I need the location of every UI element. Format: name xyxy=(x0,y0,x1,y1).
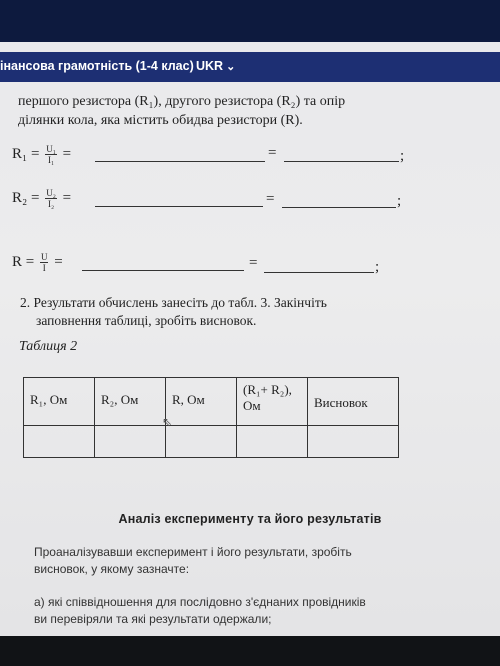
fraction-denominator: I xyxy=(42,263,46,273)
answer-line[interactable] xyxy=(284,161,399,162)
table-header-row xyxy=(24,378,399,426)
fraction-numerator: U xyxy=(40,252,48,262)
table-cell-empty[interactable] xyxy=(166,426,237,458)
formula-r2 xyxy=(12,188,71,209)
intro-line-1: першого резистора (R₁), другого резистора (R₂) та опір xyxy=(18,94,346,109)
photo-bottom-background xyxy=(0,636,500,666)
formula-r2-fraction xyxy=(45,188,57,209)
intro-line-2: ділянки кола, яка містить обидва резистори (R). xyxy=(18,113,303,128)
fraction-numerator: U₂ xyxy=(46,188,56,198)
equals-sign: = xyxy=(62,189,72,206)
semicolon: ; xyxy=(400,148,405,164)
photo-top-background xyxy=(0,0,500,42)
analysis-p1-line-1: Проаналізувавши експеримент і його результати, зробіть xyxy=(34,545,352,559)
answer-line[interactable] xyxy=(264,272,374,273)
answer-line[interactable] xyxy=(95,206,263,207)
header-r: R, Ом xyxy=(166,378,237,426)
formula-r1 xyxy=(12,144,71,165)
semicolon: ; xyxy=(397,193,402,209)
formula-r xyxy=(12,252,63,273)
table-cell-empty[interactable] xyxy=(24,426,95,458)
table-row xyxy=(24,426,399,458)
header-r1: R₁, Ом xyxy=(24,378,95,426)
table-cell-empty[interactable] xyxy=(308,426,399,458)
header-conclusion: Висновок xyxy=(308,378,399,426)
task2-line-1: 2. Результати обчислень занесіть до табл. 3. Закінчіть xyxy=(20,295,327,310)
table-caption: Таблиця 2 xyxy=(19,339,78,354)
answer-line[interactable] xyxy=(95,161,265,162)
table-cell-empty[interactable] xyxy=(237,426,308,458)
equals-sign: = xyxy=(249,255,258,271)
task2-line-2: заповнення таблиці, зробіть висновок. xyxy=(36,313,257,328)
header-r1-plus-r2: (R₁+ R₂), Ом xyxy=(237,378,308,426)
analysis-a-line-1: а) які співвідношення для послідовно з'єднаних провідників xyxy=(34,595,366,609)
course-title-link[interactable]: інансова грамотність (1-4 клас) xyxy=(0,59,194,73)
analysis-a-line-2: ви перевіряли та які результати одержали; xyxy=(34,612,272,626)
fraction-denominator: I₁ xyxy=(47,155,55,165)
equals-sign: = xyxy=(62,145,72,162)
analysis-p1-line-2: висновок, у якому зазначте: xyxy=(34,562,190,576)
language-selector[interactable] xyxy=(196,59,235,73)
formula-r1-fraction xyxy=(45,144,57,165)
language-label: UKR xyxy=(196,59,224,73)
equals-sign: = xyxy=(54,253,63,270)
answer-line[interactable] xyxy=(282,207,396,208)
formula-r-fraction xyxy=(40,252,49,273)
chevron-down-icon: ⌄ xyxy=(226,61,236,73)
equals-sign: = xyxy=(268,145,277,161)
formula-r-lhs: R = xyxy=(12,253,35,270)
answer-line[interactable] xyxy=(82,270,244,271)
fraction-numerator: U₁ xyxy=(46,144,56,154)
site-nav-bar xyxy=(0,52,500,82)
table-cell-empty[interactable] xyxy=(95,426,166,458)
header-r2: R₂, Ом xyxy=(95,378,166,426)
analysis-heading: Аналіз експерименту та його результатів xyxy=(118,512,382,526)
results-table xyxy=(23,377,399,458)
equals-sign: = xyxy=(266,191,275,207)
mouse-cursor-icon: ⇖ xyxy=(162,415,173,429)
formula-r2-lhs: R₂ = xyxy=(12,189,40,206)
semicolon: ; xyxy=(375,259,380,275)
formula-r1-lhs: R₁ = xyxy=(12,145,40,162)
fraction-denominator: I₂ xyxy=(47,199,55,209)
